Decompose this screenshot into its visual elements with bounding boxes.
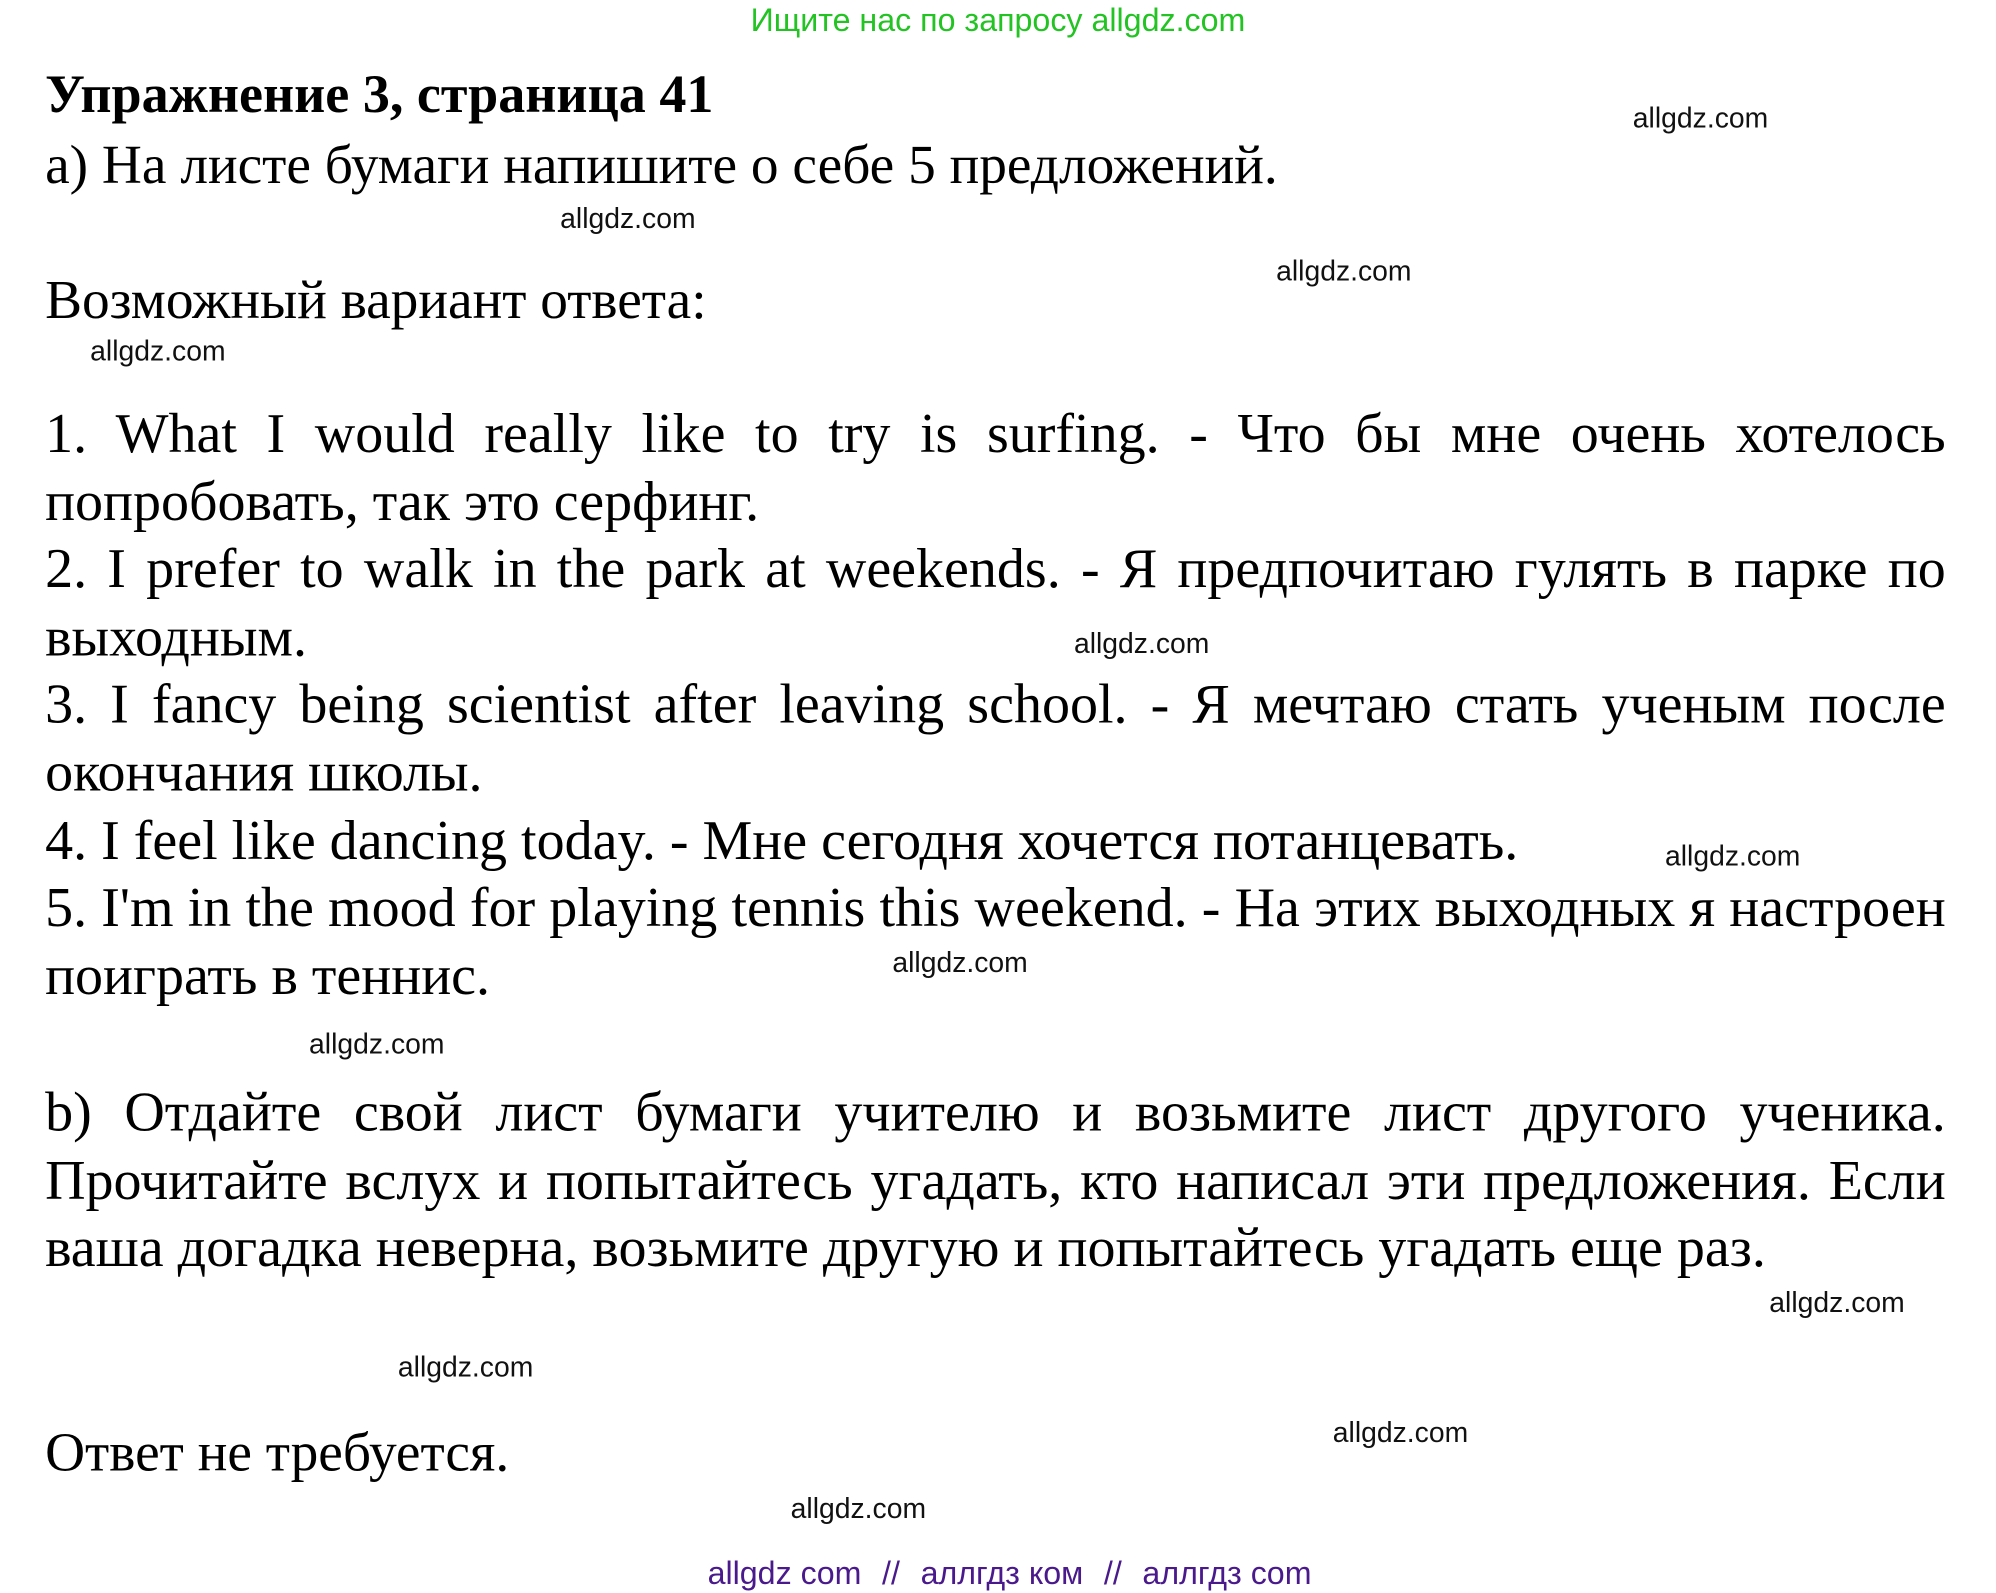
task-b-paragraph: b) Отдайте свой лист бумаги учителю и возьмите лист другого ученика. Прочитайте вслух и попытайтесь угадать, кто написал эти предложения. Если ваша догадка неверна, возьмите другую и попытайтесь угадать еще раз. <box>45 1081 1946 1279</box>
watermark: allgdz.com <box>1664 839 1801 872</box>
search-banner[interactable]: Ищите нас по запросу allgdz.com <box>750 2 1246 39</box>
watermark: allgdz.com <box>1073 627 1210 660</box>
watermark: allgdz.com <box>1332 1416 1469 1449</box>
footer-separator: // <box>882 1555 900 1592</box>
footer-link[interactable]: allgdz com <box>707 1555 862 1592</box>
watermark: allgdz.com <box>1632 101 1769 134</box>
answer-label: Возможный вариант ответа: <box>45 270 707 331</box>
watermark: allgdz.com <box>892 946 1028 979</box>
task-a-text: а) На листе бумаги напишите о себе 5 предложений. <box>45 135 1278 196</box>
watermark: allgdz.com <box>560 202 696 235</box>
page-title: Упражнение 3, страница 41 <box>45 65 714 125</box>
footer-link[interactable]: аллгдз com <box>1142 1555 1312 1592</box>
watermark: allgdz.com <box>1276 254 1412 288</box>
answer-item: 5. I'm in the mood for playing tennis this weekend. - На этих выходных я настроен поиграть в теннис. <box>45 877 1946 1007</box>
footer-links <box>0 1556 1996 1593</box>
watermark: allgdz.com <box>790 1492 927 1525</box>
watermark: allgdz.com <box>309 1027 445 1060</box>
footer-link[interactable]: аллгдз ком <box>920 1555 1084 1592</box>
task-b-text <box>45 1079 1946 1282</box>
no-answer-text: Ответ не требуется. <box>45 1422 510 1484</box>
watermark: allgdz.com <box>1769 1286 1905 1319</box>
answer-item: 2. I prefer to walk in the park at weekends. - Я предпочитаю гулять в парке по выходным. <box>45 538 1946 669</box>
watermark: allgdz.com <box>90 334 226 367</box>
watermark: allgdz.com <box>397 1350 534 1383</box>
answer-item: 3. I fancy being scientist after leaving school. - Я мечтаю стать ученым после окончания школы. <box>45 673 1946 804</box>
answer-list <box>45 400 1946 1010</box>
answer-item: 4. I feel like dancing today. - Мне сегодня хочется потанцевать. <box>45 809 1519 872</box>
answer-item: 1. What I would really like to try is surfing. - Что бы мне очень хотелось попробовать, так это серфинг. <box>45 403 1946 533</box>
footer-separator: // <box>1103 1555 1122 1592</box>
